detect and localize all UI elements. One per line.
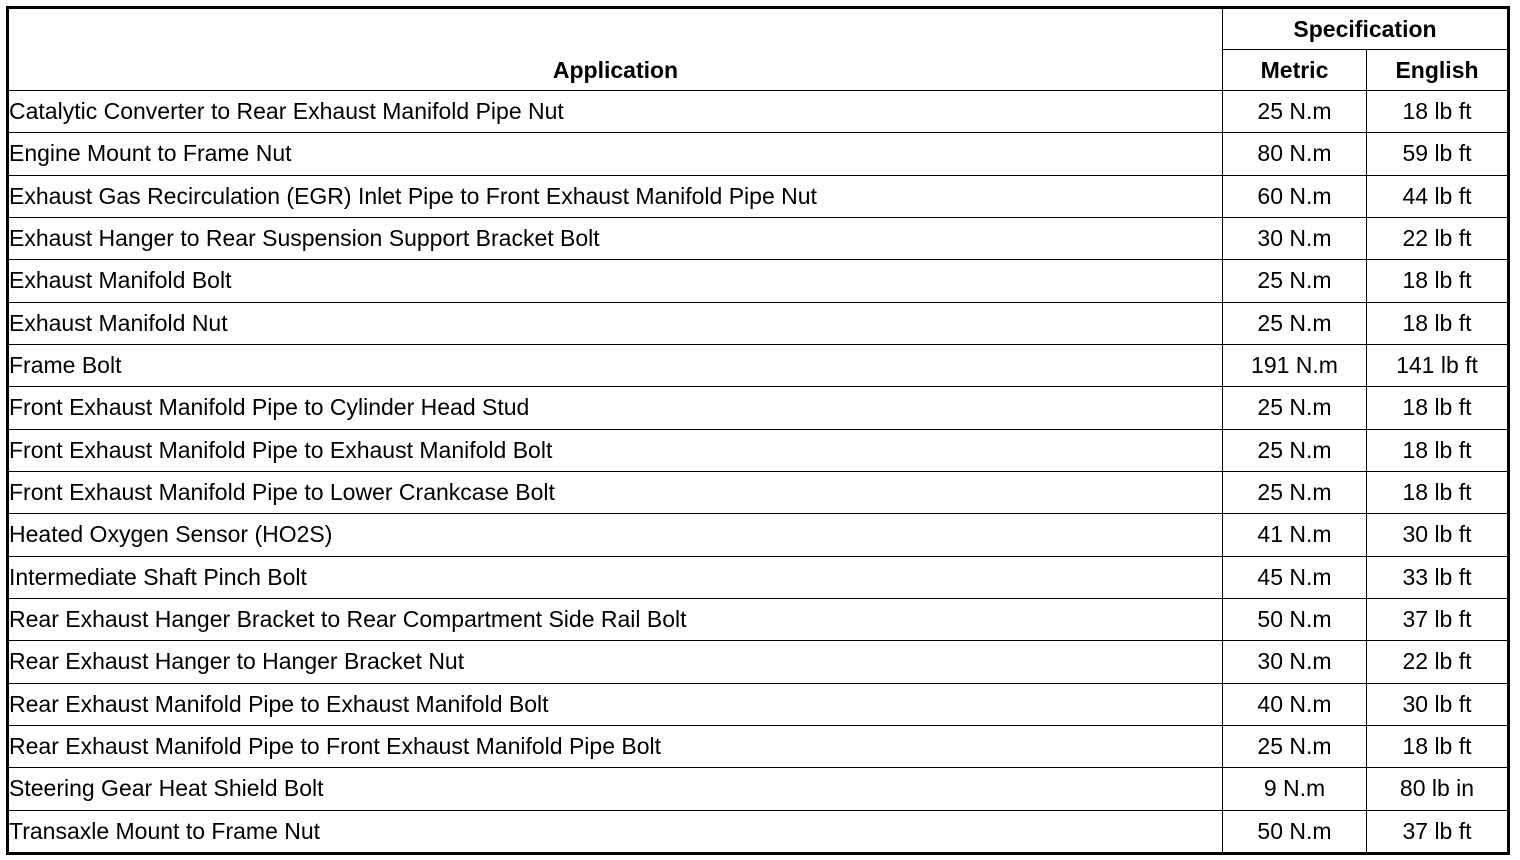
metric-value-cell: 25 N.m xyxy=(1223,387,1367,429)
english-value-cell: 30 lb ft xyxy=(1367,683,1509,725)
english-value-cell: 18 lb ft xyxy=(1367,725,1509,767)
application-cell: Exhaust Manifold Bolt xyxy=(8,260,1223,302)
english-value-cell: 22 lb ft xyxy=(1367,641,1509,683)
english-value-cell: 59 lb ft xyxy=(1367,133,1509,175)
metric-value-cell: 25 N.m xyxy=(1223,429,1367,471)
fastener-spec-table xyxy=(6,6,1510,855)
table-row xyxy=(8,387,1509,429)
english-value-cell: 18 lb ft xyxy=(1367,91,1509,133)
header-row-top xyxy=(8,8,1509,50)
table-row xyxy=(8,598,1509,640)
metric-value-cell: 50 N.m xyxy=(1223,810,1367,853)
metric-value-cell: 50 N.m xyxy=(1223,598,1367,640)
english-value-cell: 37 lb ft xyxy=(1367,810,1509,853)
metric-value-cell: 25 N.m xyxy=(1223,91,1367,133)
english-value-cell: 33 lb ft xyxy=(1367,556,1509,598)
table-row xyxy=(8,133,1509,175)
metric-value-cell: 25 N.m xyxy=(1223,471,1367,513)
table-row xyxy=(8,683,1509,725)
metric-value-cell: 30 N.m xyxy=(1223,641,1367,683)
english-value-cell: 141 lb ft xyxy=(1367,344,1509,386)
metric-value-cell: 191 N.m xyxy=(1223,344,1367,386)
application-cell: Front Exhaust Manifold Pipe to Lower Crankcase Bolt xyxy=(8,471,1223,513)
metric-value-cell: 25 N.m xyxy=(1223,725,1367,767)
metric-value-cell: 80 N.m xyxy=(1223,133,1367,175)
english-value-cell: 37 lb ft xyxy=(1367,598,1509,640)
table-row xyxy=(8,556,1509,598)
metric-value-cell: 9 N.m xyxy=(1223,768,1367,810)
metric-value-cell: 25 N.m xyxy=(1223,302,1367,344)
english-value-cell: 44 lb ft xyxy=(1367,175,1509,217)
application-cell: Intermediate Shaft Pinch Bolt xyxy=(8,556,1223,598)
application-cell: Rear Exhaust Manifold Pipe to Front Exhaust Manifold Pipe Bolt xyxy=(8,725,1223,767)
english-value-cell: 18 lb ft xyxy=(1367,302,1509,344)
application-cell: Heated Oxygen Sensor (HO2S) xyxy=(8,514,1223,556)
table-row xyxy=(8,641,1509,683)
table-row xyxy=(8,429,1509,471)
application-cell: Exhaust Gas Recirculation (EGR) Inlet Pipe to Front Exhaust Manifold Pipe Nut xyxy=(8,175,1223,217)
english-value-cell: 18 lb ft xyxy=(1367,387,1509,429)
application-cell: Rear Exhaust Hanger to Hanger Bracket Nut xyxy=(8,641,1223,683)
application-cell: Front Exhaust Manifold Pipe to Cylinder Head Stud xyxy=(8,387,1223,429)
application-cell: Engine Mount to Frame Nut xyxy=(8,133,1223,175)
application-cell: Catalytic Converter to Rear Exhaust Manifold Pipe Nut xyxy=(8,91,1223,133)
application-cell: Front Exhaust Manifold Pipe to Exhaust Manifold Bolt xyxy=(8,429,1223,471)
application-cell: Exhaust Manifold Nut xyxy=(8,302,1223,344)
metric-value-cell: 45 N.m xyxy=(1223,556,1367,598)
metric-value-cell: 25 N.m xyxy=(1223,260,1367,302)
table-row xyxy=(8,302,1509,344)
application-cell: Frame Bolt xyxy=(8,344,1223,386)
table-row xyxy=(8,768,1509,810)
application-cell: Rear Exhaust Manifold Pipe to Exhaust Manifold Bolt xyxy=(8,683,1223,725)
metric-header: Metric xyxy=(1223,50,1367,91)
application-cell: Transaxle Mount to Frame Nut xyxy=(8,810,1223,853)
table-row xyxy=(8,217,1509,259)
metric-value-cell: 30 N.m xyxy=(1223,217,1367,259)
application-cell: Rear Exhaust Hanger Bracket to Rear Compartment Side Rail Bolt xyxy=(8,598,1223,640)
application-cell: Exhaust Hanger to Rear Suspension Support Bracket Bolt xyxy=(8,217,1223,259)
table-row xyxy=(8,471,1509,513)
metric-value-cell: 40 N.m xyxy=(1223,683,1367,725)
english-value-cell: 18 lb ft xyxy=(1367,260,1509,302)
english-value-cell: 18 lb ft xyxy=(1367,429,1509,471)
application-header: Application xyxy=(8,8,1223,91)
english-value-cell: 30 lb ft xyxy=(1367,514,1509,556)
table-row xyxy=(8,91,1509,133)
table-row xyxy=(8,175,1509,217)
english-value-cell: 80 lb in xyxy=(1367,768,1509,810)
english-value-cell: 18 lb ft xyxy=(1367,471,1509,513)
spec-table-body xyxy=(8,91,1509,854)
specification-header: Specification xyxy=(1223,8,1509,50)
table-row xyxy=(8,810,1509,853)
table-row xyxy=(8,725,1509,767)
table-row xyxy=(8,260,1509,302)
english-header: English xyxy=(1367,50,1509,91)
table-row xyxy=(8,344,1509,386)
table-row xyxy=(8,514,1509,556)
application-cell: Steering Gear Heat Shield Bolt xyxy=(8,768,1223,810)
metric-value-cell: 41 N.m xyxy=(1223,514,1367,556)
metric-value-cell: 60 N.m xyxy=(1223,175,1367,217)
english-value-cell: 22 lb ft xyxy=(1367,217,1509,259)
